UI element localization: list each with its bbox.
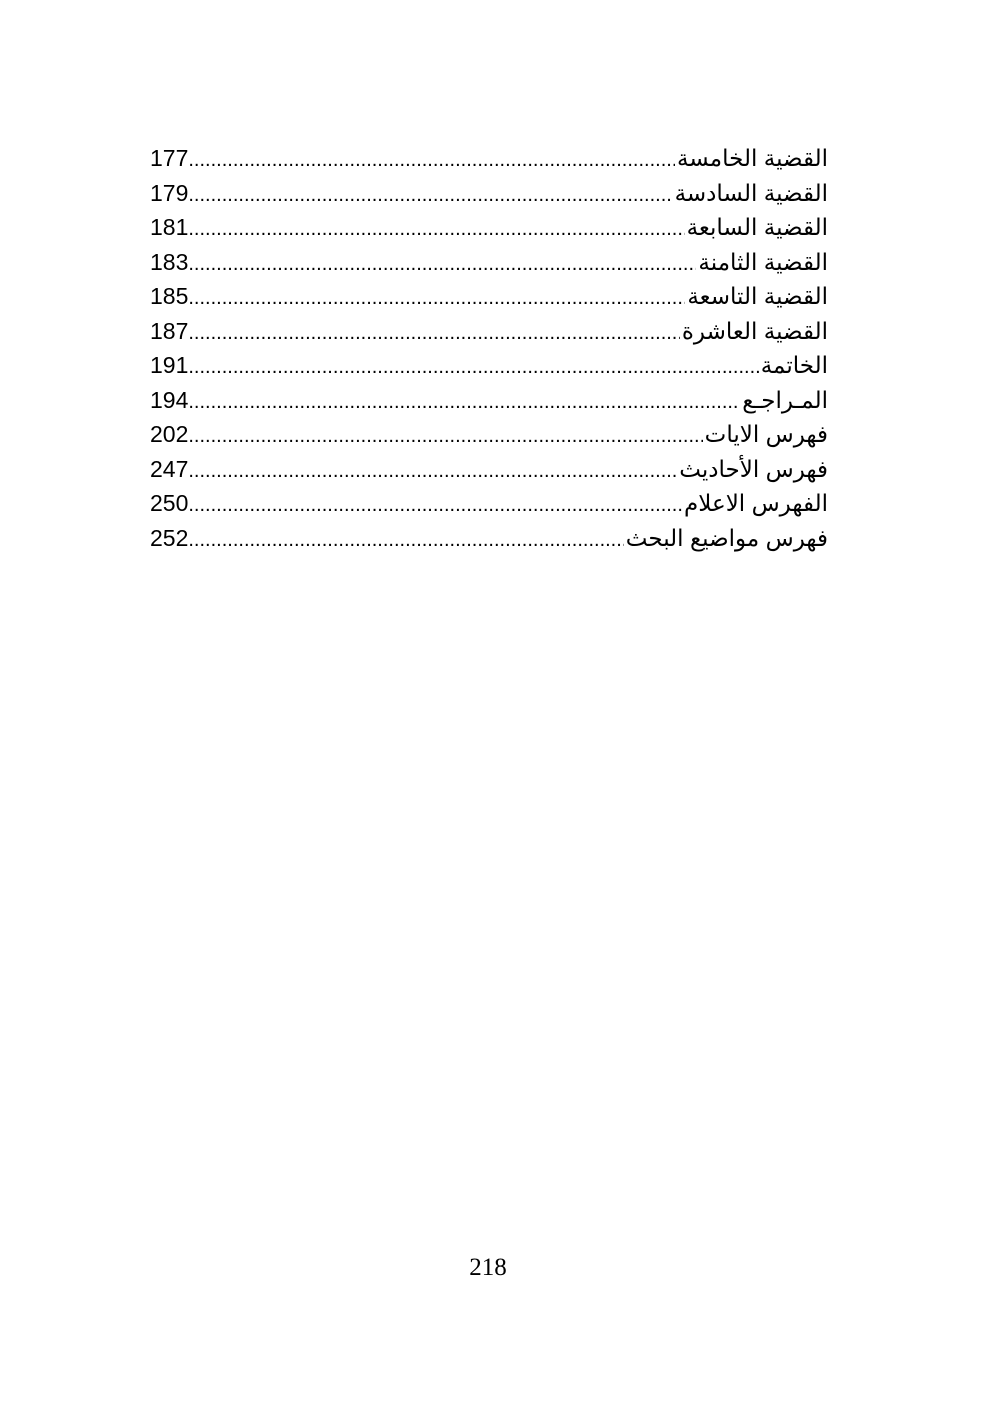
dot-leader	[188, 454, 677, 487]
dot-leader	[188, 178, 672, 211]
toc-entry-page: 181	[150, 214, 189, 240]
toc-entry-page: 247	[150, 455, 189, 482]
toc-entry-title: الخاتمة	[760, 352, 828, 378]
page-number: 218	[469, 1254, 507, 1281]
toc-entry-page: 187	[150, 317, 189, 344]
dot-leader	[188, 247, 696, 280]
toc-entry	[150, 279, 828, 314]
toc-entry	[150, 176, 828, 211]
dot-leader	[188, 316, 679, 349]
toc-entry	[150, 417, 828, 452]
dot-leader	[188, 523, 623, 556]
toc-entry-title: القضية العاشرة	[681, 317, 828, 344]
toc-entry	[150, 383, 828, 418]
toc-entry	[150, 245, 828, 280]
toc-entry-title: فهرس الأحاديث	[679, 455, 828, 482]
toc-entry-title: القضية التاسعة	[687, 283, 828, 309]
toc-entry	[150, 141, 828, 176]
toc-entry-page: 194	[150, 386, 189, 413]
toc-entry-title: القضية الثامنة	[698, 248, 828, 275]
toc-entry	[150, 348, 828, 383]
toc-entry-title: المـراجـع	[742, 386, 828, 413]
dot-leader	[188, 212, 684, 245]
toc-entry-page: 191	[150, 352, 189, 378]
dot-leader	[188, 419, 702, 452]
dot-leader	[188, 281, 685, 314]
dot-leader	[188, 143, 675, 176]
toc-entry-page: 183	[150, 248, 189, 275]
toc-entry	[150, 210, 828, 245]
toc-entry-page: 177	[150, 145, 189, 171]
toc-entry	[150, 521, 828, 556]
table-of-contents	[150, 141, 828, 555]
toc-entry-page: 185	[150, 283, 189, 309]
toc-entry-page: 179	[150, 179, 189, 206]
toc-entry-page: 202	[150, 421, 189, 447]
toc-entry	[150, 486, 828, 521]
toc-entry-title: القضية السادسة	[674, 179, 828, 206]
toc-entry	[150, 314, 828, 349]
toc-entry-title: القضية الخامسة	[676, 145, 828, 171]
toc-entry-title: فهرس الايات	[704, 421, 828, 447]
toc-entry-title: فهرس مواضيع البحث	[625, 524, 828, 551]
dot-leader	[188, 488, 682, 521]
toc-entry-title: القضية السابعة	[686, 214, 828, 240]
toc-entry-page: 252	[150, 524, 189, 551]
toc-entry	[150, 452, 828, 487]
dot-leader	[188, 385, 740, 418]
toc-entry-page: 250	[150, 490, 189, 516]
toc-entry-title: الفهرس الاعلام	[684, 490, 828, 516]
dot-leader	[188, 350, 758, 383]
